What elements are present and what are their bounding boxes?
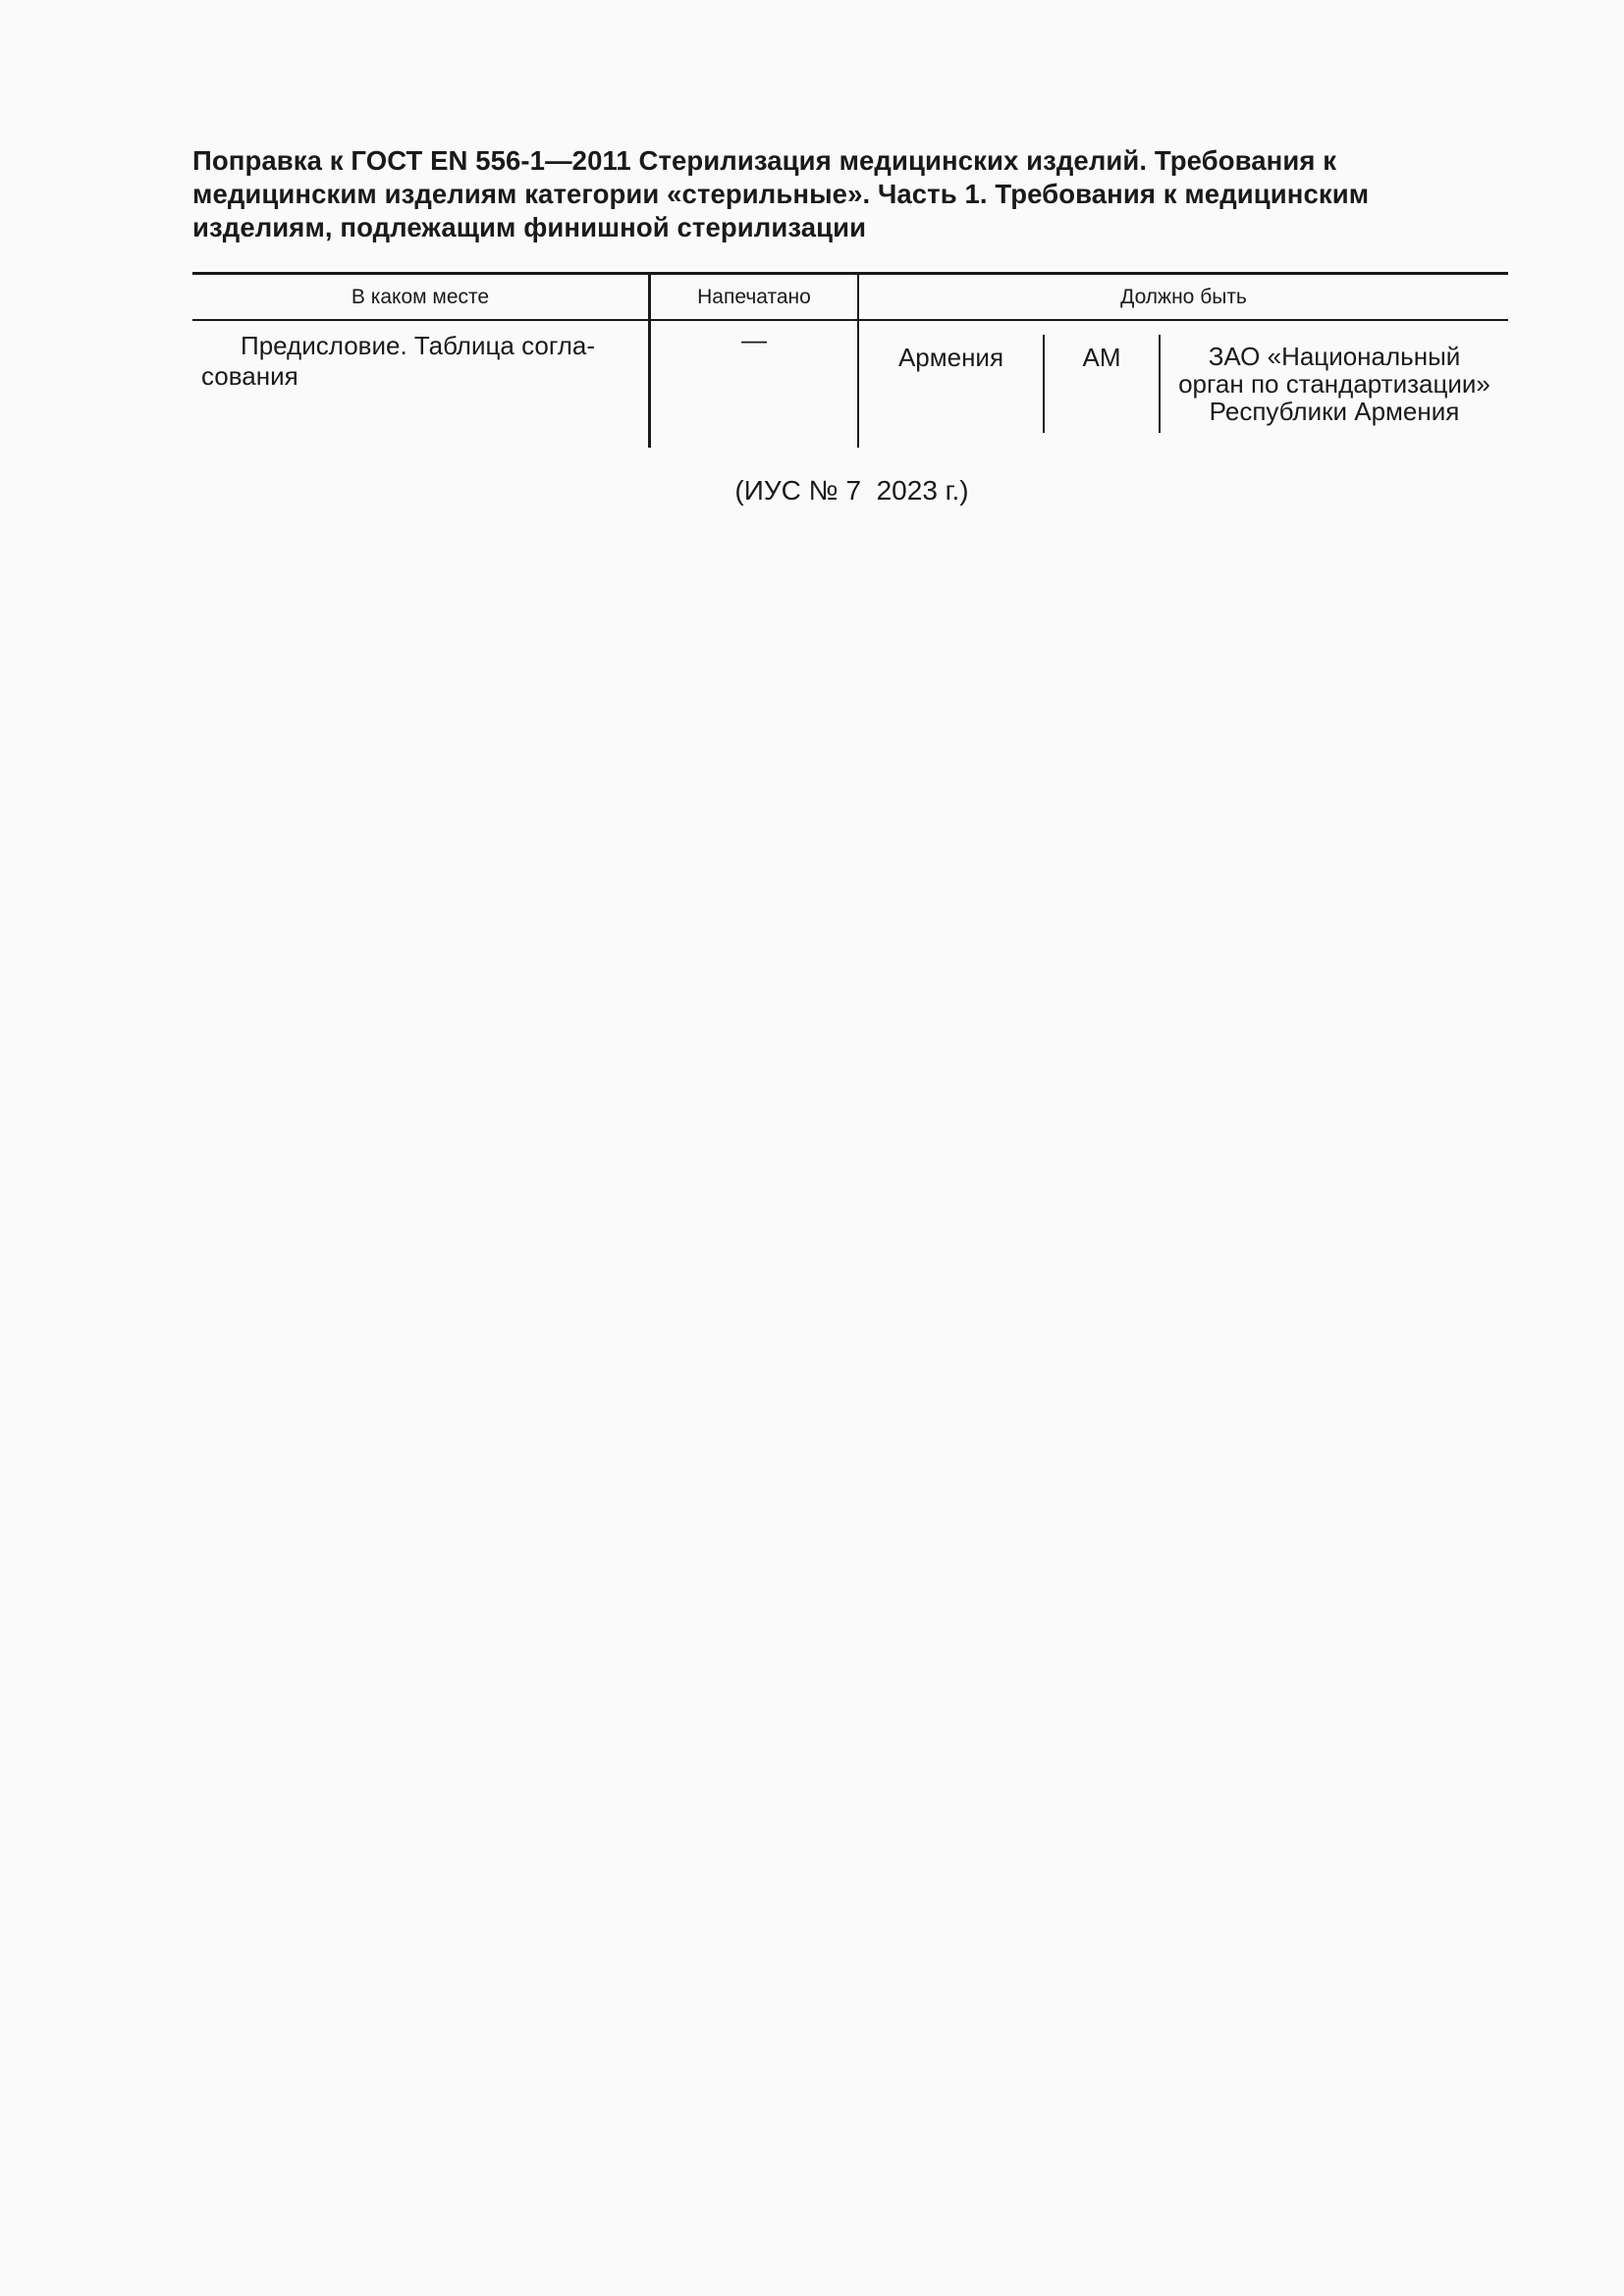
- issue-reference: (ИУС № 7 2023 г.): [734, 475, 969, 506]
- table-header-rule: [192, 319, 1508, 321]
- cell-organization: ЗАО «Национальный орган по стандартизации» Республики Армения: [1178, 342, 1490, 426]
- cell-country: Армения: [897, 343, 1004, 372]
- cell-where: Предисловие. Таблица согла- сования: [201, 331, 596, 391]
- document-title: Поправка к ГОСТ EN 556-1—2011 Стерилизация медицинских изделий. Требования к медицинским изделиям категории «стерильные». Часть 1. Требования к медицинским изделиям, подлежащим финишной стерилизации: [192, 145, 1370, 242]
- cell-country-code: AM: [1082, 343, 1121, 372]
- header-printed: Напечатано: [697, 285, 811, 308]
- cell-printed: —: [741, 325, 767, 354]
- header-should-be: Должно быть: [1120, 285, 1247, 308]
- header-where: В каком месте: [351, 285, 490, 308]
- amendment-table: [192, 272, 1508, 448]
